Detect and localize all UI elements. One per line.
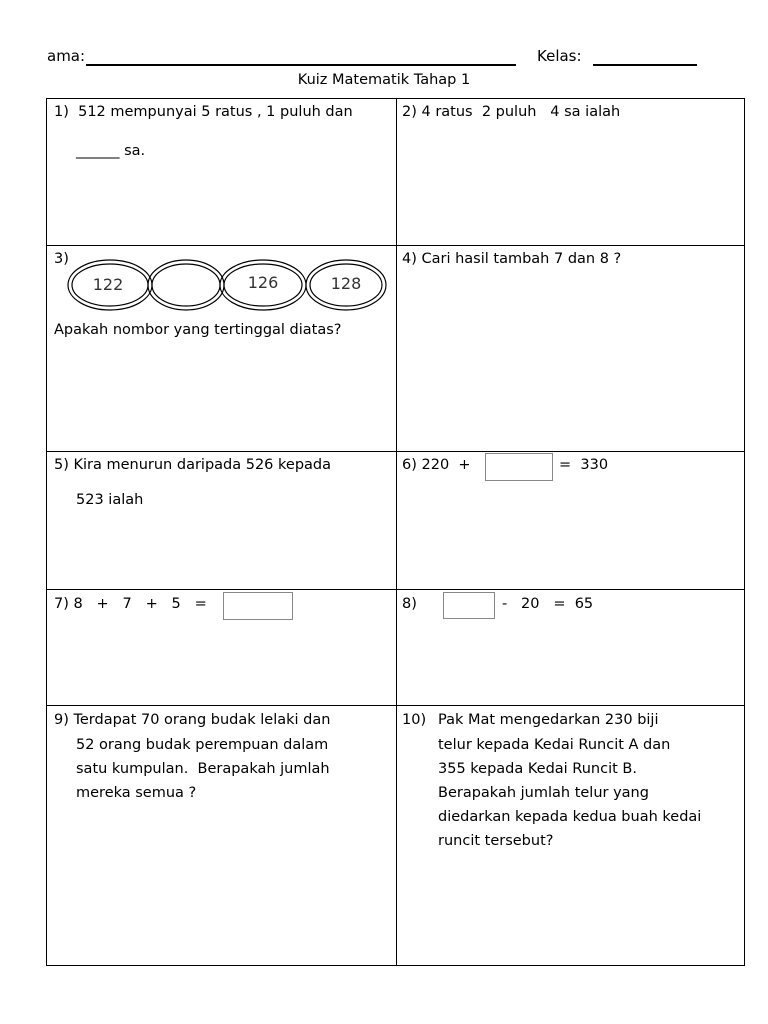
grid-divider-row-4 bbox=[46, 705, 745, 706]
question-6-answer-box[interactable] bbox=[485, 453, 553, 481]
oval-4-value: 128 bbox=[330, 274, 362, 293]
question-5-text: 5) Kira menurun daripada 526 kepada bbox=[54, 457, 331, 473]
class-label: Kelas: bbox=[537, 47, 582, 65]
question-4-text: 4) Cari hasil tambah 7 dan 8 ? bbox=[402, 251, 622, 267]
question-6-right: = 330 bbox=[559, 457, 609, 473]
question-10-number: 10) bbox=[402, 712, 427, 728]
question-1-text: 1) 512 mempunyai 5 ratus , 1 puluh dan bbox=[54, 104, 353, 120]
question-10-line-1: Pak Mat mengedarkan 230 biji bbox=[438, 712, 659, 728]
grid-divider-row-2 bbox=[46, 451, 745, 452]
question-8-right: - 20 = 65 bbox=[502, 596, 594, 612]
question-1-blank: ______ sa. bbox=[76, 143, 146, 159]
name-label: ama: bbox=[47, 47, 86, 65]
question-9-line-1: 9) Terdapat 70 orang budak lelaki dan bbox=[54, 712, 331, 728]
question-7-text: 7) 8 + 7 + 5 = bbox=[54, 596, 207, 612]
question-9-line-4: mereka semua ? bbox=[76, 785, 197, 801]
oval-2 bbox=[148, 260, 224, 310]
oval-3-value: 126 bbox=[247, 273, 279, 292]
grid-divider-row-3 bbox=[46, 589, 745, 590]
quiz-title: Kuiz Matematik Tahap 1 bbox=[297, 72, 471, 88]
question-10-line-5: diedarkan kepada kedua buah kedai bbox=[438, 809, 702, 825]
oval-1-value: 122 bbox=[92, 275, 124, 294]
question-9-line-3: satu kumpulan. Berapakah jumlah bbox=[76, 761, 330, 777]
question-10-line-4: Berapakah jumlah telur yang bbox=[438, 785, 649, 801]
question-10-line-6: runcit tersebut? bbox=[438, 833, 554, 849]
name-field-line[interactable] bbox=[86, 64, 516, 66]
question-10-line-3: 355 kepada Kedai Runcit B. bbox=[438, 761, 637, 777]
question-3-text: Apakah nombor yang tertinggal diatas? bbox=[54, 322, 342, 338]
question-8-number: 8) bbox=[402, 596, 417, 612]
question-9-line-2: 52 orang budak perempuan dalam bbox=[76, 737, 329, 753]
question-10-line-2: telur kepada Kedai Runcit A dan bbox=[438, 737, 671, 753]
question-3-number: 3) bbox=[54, 251, 69, 267]
question-5-text-cont: 523 ialah bbox=[76, 492, 144, 508]
question-6-left: 6) 220 + bbox=[402, 457, 471, 473]
question-8-answer-box[interactable] bbox=[443, 592, 495, 619]
class-field-line[interactable] bbox=[593, 64, 697, 66]
grid-divider-vertical bbox=[396, 98, 397, 966]
question-7-answer-box[interactable] bbox=[223, 592, 293, 620]
question-2-text: 2) 4 ratus 2 puluh 4 sa ialah bbox=[402, 104, 621, 120]
number-sequence-ovals bbox=[66, 258, 396, 318]
grid-divider-row-1 bbox=[46, 245, 745, 246]
